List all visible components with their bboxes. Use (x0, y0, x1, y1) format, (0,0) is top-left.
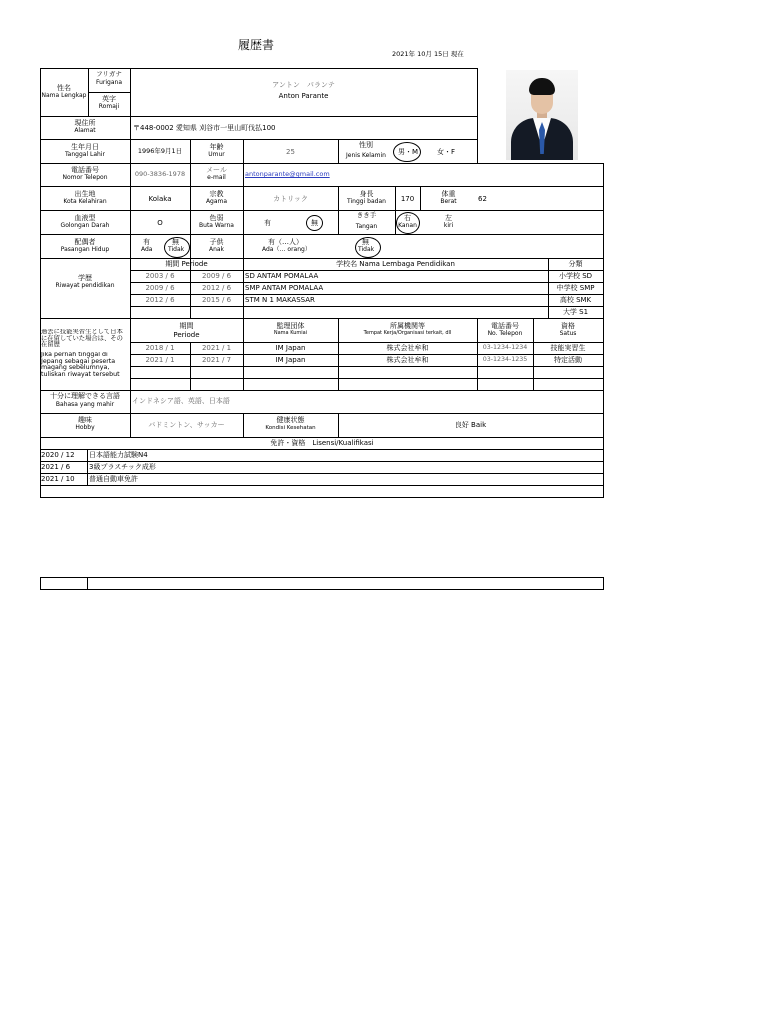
work-to: 2021 / 1 (201, 344, 232, 352)
phone-label: 電話番号 (71, 166, 99, 174)
table-line (87, 449, 88, 485)
applicant-photo (506, 70, 578, 160)
education-header-period: 期間 Periode (165, 260, 208, 268)
health-label: 健康状態 (276, 416, 305, 424)
hand-right: 右 (404, 214, 411, 222)
table-line (40, 390, 604, 391)
work-status: 技能実習生 (550, 344, 586, 352)
work-header-period: 期間 (179, 322, 194, 330)
furigana-label-id: Furigana (95, 79, 123, 86)
religion-label-id: Agama (205, 198, 228, 205)
table-line (88, 92, 130, 93)
work-phone: 03-1234-1235 (482, 356, 528, 363)
table-line (40, 437, 604, 438)
name-label: 性名 (57, 84, 71, 92)
work-header-company: 監理団体 (276, 322, 305, 330)
work-header-status: 資格 (561, 322, 575, 330)
religion-label: 宗教 (209, 190, 224, 198)
education-header-school: 学校名 Nama Lembaga Pendidikan (336, 260, 455, 268)
work-company: IM Japan (275, 344, 306, 352)
birthplace-value: Kolaka (148, 195, 172, 203)
address-label: 現住所 (74, 119, 96, 127)
education-class: 小学校 SD (558, 272, 593, 280)
table-line (130, 270, 604, 271)
age-value: 25 (286, 148, 295, 156)
education-from: 2012 / 6 (145, 296, 175, 304)
education-class: 高校 SMK (559, 296, 592, 304)
health-label-id: Kondisi Kesehatan (265, 425, 316, 431)
language-value: インドネシア語、英語、日本語 (132, 397, 230, 405)
gender-circle (393, 142, 421, 162)
table-line (40, 473, 604, 474)
spouse-no-id: Tidak (168, 246, 185, 253)
blood-label-id: Golongan Darah (60, 222, 110, 229)
education-school: SMP ANTAM POMALAA (245, 284, 324, 292)
education-label: 学歴 (78, 274, 92, 282)
document-title: 履歴書 (238, 38, 275, 52)
education-label-id: Riwayat pendidikan (55, 282, 115, 289)
blood-value: O (157, 219, 163, 227)
table-line (40, 485, 604, 486)
table-line (130, 306, 604, 307)
document-date: 2021年 10月 15日 現在 (392, 50, 464, 58)
work-header-workplace-id: Tempat Kerja/Organisasi terkait, dll (363, 330, 452, 336)
work-company: IM Japan (275, 356, 306, 364)
colorblind-yes: 有 (264, 219, 271, 227)
children-label-id: Anak (208, 246, 225, 253)
height-value: 170 (400, 195, 415, 203)
work-workplace: 株式会社牟和 (386, 356, 429, 364)
address-label-id: Alamat (74, 127, 96, 134)
work-label-jp: 過去に技能実習生として日本に在留していた場合は、その在留歴 (41, 329, 123, 349)
table-line (40, 116, 477, 117)
email-value[interactable]: antonparante@gmail.com (245, 170, 330, 178)
colorblind-label-id: Buta Warna (199, 222, 234, 229)
children-yes: 有（…人） (268, 238, 303, 246)
table-line (40, 413, 604, 414)
email-label-id: e-mail (207, 174, 226, 181)
table-border (40, 497, 604, 498)
spouse-no: 無 (172, 238, 179, 246)
education-class: 中学校 SMP (556, 284, 595, 292)
spouse-label: 配偶者 (74, 238, 96, 246)
birth-label-id: Tanggal Lahir (65, 151, 105, 158)
table-border (40, 68, 477, 69)
gender-label: 性別 (359, 141, 373, 149)
children-no-id: Tidak (358, 246, 375, 253)
hobby-label-id: Hobby (75, 424, 95, 431)
children-yes-id: Ada（… orang） (262, 246, 311, 253)
furigana-label: フリガナ (96, 70, 122, 78)
spouse-yes-id: Ada (141, 246, 153, 253)
phone-value: 090-3836-1978 (134, 170, 186, 178)
table-line (130, 282, 604, 283)
license-date: 2021 / 6 (41, 463, 71, 471)
spouse-circle (164, 237, 190, 258)
work-header-company-id: Nama Kumiai (273, 330, 308, 336)
name-furigana: アントン パランテ (272, 81, 335, 89)
work-from: 2021 / 1 (145, 356, 175, 364)
work-header-phone-id: No. Telepon (487, 330, 523, 337)
name-label-id: Nama Lengkap (41, 92, 87, 99)
age-label-id: Umur (208, 151, 225, 158)
romaji-label: 英字 (102, 95, 116, 103)
email-label: メール (206, 166, 227, 174)
health-value: 良好 Baik (454, 421, 487, 429)
hand-circle (396, 212, 420, 234)
religion-value: カトリック (273, 195, 308, 203)
birth-value: 1996年9月1日 (137, 147, 183, 155)
work-header-status-id: Satus (559, 330, 577, 337)
license-name: 日本語能力試験N4 (89, 451, 148, 459)
education-to: 2009 / 6 (201, 272, 232, 280)
work-to: 2021 / 7 (201, 356, 232, 364)
height-label: 身長 (359, 190, 374, 198)
education-school: SD ANTAM POMALAA (245, 272, 319, 280)
table-line (40, 163, 604, 164)
age-label: 年齢 (209, 143, 224, 151)
table-line (40, 186, 604, 187)
spouse-label-id: Pasangan Hidup (60, 246, 110, 253)
weight-label-id: Berat (440, 198, 457, 205)
romaji-label-id: Romaji (98, 103, 120, 110)
gender-male: 男・M (398, 148, 419, 156)
language-label-id: Bahasa yang mahir (55, 401, 115, 408)
license-name: 普通自動車免許 (89, 475, 138, 483)
license-date: 2021 / 10 (41, 475, 75, 483)
table-line (40, 318, 604, 319)
table-border (477, 68, 478, 163)
gender-label-id: Jenis Kelamin (346, 152, 386, 159)
weight-value: 62 (478, 195, 487, 203)
education-to: 2012 / 6 (201, 284, 232, 292)
education-from: 2009 / 6 (145, 284, 175, 292)
blood-label: 血液型 (74, 214, 96, 222)
birthplace-label: 出生地 (74, 190, 96, 198)
work-workplace: 株式会社牟和 (386, 344, 429, 352)
hand-left-id: kiri (443, 222, 454, 229)
hand-right-id: Kanan (398, 222, 417, 229)
work-phone: 03-1234-1234 (482, 344, 528, 351)
birth-label: 生年月日 (71, 143, 99, 151)
table-line (40, 210, 604, 211)
hobby-label: 趣味 (78, 416, 92, 424)
work-label-id: Jika pernah tinggal di Jepang sebagai peserta magang sebelumnya, tuliskan riwayat tersebut (41, 352, 120, 378)
name-romaji: Anton Parante (278, 92, 329, 100)
table-line (130, 116, 131, 140)
license-date: 2020 / 12 (41, 451, 75, 459)
work-header-period-id: Periode (173, 331, 200, 339)
spouse-yes: 有 (143, 238, 150, 246)
phone-label-id: Nomor Telepon (62, 174, 108, 181)
table-line (130, 294, 604, 295)
height-label-id: Tinggi badan (347, 198, 386, 205)
license-header: 免許・資格 Lisensi/Kualifikasi (270, 439, 374, 447)
table-line (40, 461, 604, 462)
children-label: 子供 (209, 238, 224, 246)
colorblind-circle (306, 215, 323, 231)
language-label: 十分に理解できる言語 (50, 392, 120, 400)
birthplace-label-id: Kota Kelahiran (63, 198, 107, 205)
gender-female: 女・F (437, 148, 456, 156)
table-line (130, 390, 131, 437)
hobby-value: バドミントン、サッカー (148, 421, 225, 429)
table-line (40, 139, 477, 140)
table-line (40, 258, 604, 259)
hand-label-id: Tangan (355, 223, 378, 230)
address-value: 〒448-0002 愛知県 刈谷市一里山町伐払100 (133, 124, 276, 132)
education-class: 大学 S1 (562, 308, 589, 316)
education-to: 2015 / 6 (201, 296, 232, 304)
table-line (40, 449, 604, 450)
colorblind-label: 色弱 (209, 214, 224, 222)
work-header-phone: 電話番号 (491, 322, 519, 330)
table-line (40, 234, 604, 235)
education-header-class: 分類 (568, 260, 583, 268)
work-header-workplace: 所属機関等 (390, 322, 425, 330)
license-name: 3級プラスチック成形 (89, 463, 156, 471)
colorblind-no: 無 (311, 219, 318, 227)
education-from: 2003 / 6 (145, 272, 175, 280)
work-status: 特定活動 (554, 356, 582, 364)
children-circle (355, 237, 381, 258)
children-no: 無 (362, 238, 369, 246)
hand-label: きき手 (356, 211, 377, 219)
education-school: STM N 1 MAKASSAR (245, 296, 315, 304)
hand-left: 左 (445, 214, 452, 222)
weight-label: 体重 (441, 190, 456, 198)
work-from: 2018 / 1 (145, 344, 175, 352)
